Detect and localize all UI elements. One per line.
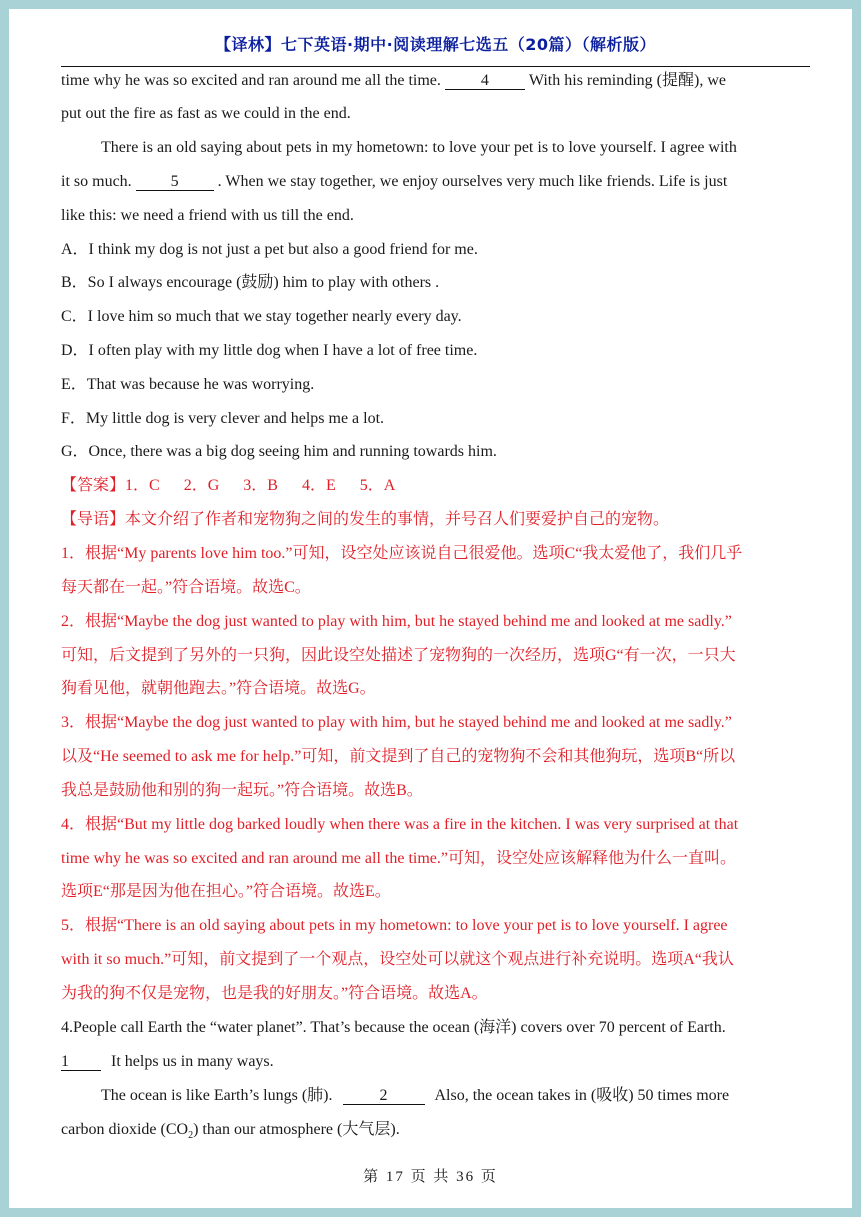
passage-line: The ocean is like Earth’s lungs (肺). 2 Also, the ocean takes in (吸收) 50 times more [101, 1087, 730, 1104]
passage-line: put out the fire as fast as we could in the end. [61, 105, 351, 122]
option-b: B．So I always encourage (鼓励) him to play with others . [61, 274, 440, 291]
option-e: E．That was because he was worrying. [61, 376, 315, 393]
document-page [10, 10, 851, 1207]
answer-item: 3．B [243, 477, 278, 494]
passage-line: it so much. 5 . When we stay together, we enjoy ourselves very much like friends. Life is just [61, 173, 728, 190]
answer-label: 【答案】 [61, 477, 126, 494]
explanation-line: 1．根据“My parents love him too.”可知，设空处应该说自己很爱他。选项C“我太爱他了，我们几乎 [61, 545, 743, 562]
explanation-line: 以及“He seemed to ask me for help.”可知，前文提到了自己的宠物狗不会和其他狗玩，选项B“所以 [61, 748, 736, 765]
explanation-line: with it so much.”可知，前文提到了一个观点，设空处可以就这个观点进行补充说明。选项A“我认 [61, 951, 734, 968]
explanation-line: 选项E“那是因为他在担心。”符合语境。故选E。 [61, 883, 391, 900]
option-g: G．Once, there was a big dog seeing him and running towards him. [61, 443, 497, 460]
explanation-line: 我总是鼓励他和别的狗一起玩。”符合语境。故选B。 [61, 782, 423, 799]
explanation-line: 每天都在一起。”符合语境。故选C。 [61, 579, 311, 596]
explanation-line: time why he was so excited and ran around me all the time.”可知，设空处应该解释他为什么一直叫。 [61, 850, 736, 867]
option-d: D．I often play with my little dog when I have a lot of free time. [61, 342, 478, 359]
question-4-intro: 4.People call Earth the “water planet”. That’s because the ocean (海洋) covers over 70 percent of Earth. [61, 1019, 726, 1036]
header-title: 【译林】七下英语·期中·阅读理解七选五（20篇）（解析版） [215, 35, 656, 54]
answer-item: 2．G [183, 477, 220, 494]
blank-4: 4 [445, 72, 525, 90]
explanation-line: 狗看见他，就朝他跑去。”符合语境。故选G。 [61, 680, 376, 697]
explanation-line: 2．根据“Maybe the dog just wanted to play with him, but he stayed behind me and looked at me sadly.” [61, 613, 732, 630]
explanation-line: 4．根据“But my little dog barked loudly when there was a fire in the kitchen. I was very surprised at that [61, 816, 739, 833]
explanation-line: 5．根据“There is an old saying about pets in my hometown: to love your pet is to love yourself. I agree [61, 917, 728, 934]
blank-5: 5 [136, 173, 214, 191]
option-c: C．I love him so much that we stay together nearly every day. [61, 308, 462, 325]
passage-line: There is an old saying about pets in my hometown: to love your pet is to love yourself. I agree with [101, 139, 737, 156]
page-header [61, 20, 810, 67]
guide-line: 【导语】本文介绍了作者和宠物狗之间的发生的事情，并号召人们要爱护自己的宠物。 [61, 511, 670, 528]
passage-line: like this: we need a friend with us till the end. [61, 207, 354, 224]
page-number: 第 17 页 共 36 页 [363, 1169, 498, 1185]
option-f: F．My little dog is very clever and helps me a lot. [61, 410, 385, 427]
blank-1: 1 [61, 1053, 101, 1071]
answer-item: 5．A [359, 477, 396, 494]
answer-line [61, 476, 810, 496]
passage-line: time why he was so excited and ran around me all the time. 4 With his reminding (提醒), we [61, 72, 726, 89]
answer-item: 4．E [301, 477, 336, 494]
explanation-line: 为我的狗不仅是宠物，也是我的好朋友。”符合语境。故选A。 [61, 985, 488, 1002]
option-a: A．I think my dog is not just a pet but also a good friend for me. [61, 241, 478, 258]
blank-2: 2 [343, 1087, 425, 1105]
explanation-line: 可知，后文提到了另外的一只狗，因此设空处描述了宠物狗的一次经历，选项G“有一次，一只大 [61, 647, 736, 664]
answer-item: 1．C [125, 477, 160, 494]
passage-line: 1 It helps us in many ways. [61, 1053, 274, 1070]
passage-line: carbon dioxide $(CO_2)$ than our atmosphere (大气层). [61, 1121, 400, 1142]
explanation-line: 3．根据“Maybe the dog just wanted to play with him, but he stayed behind me and looked at me sadly.” [61, 714, 732, 731]
